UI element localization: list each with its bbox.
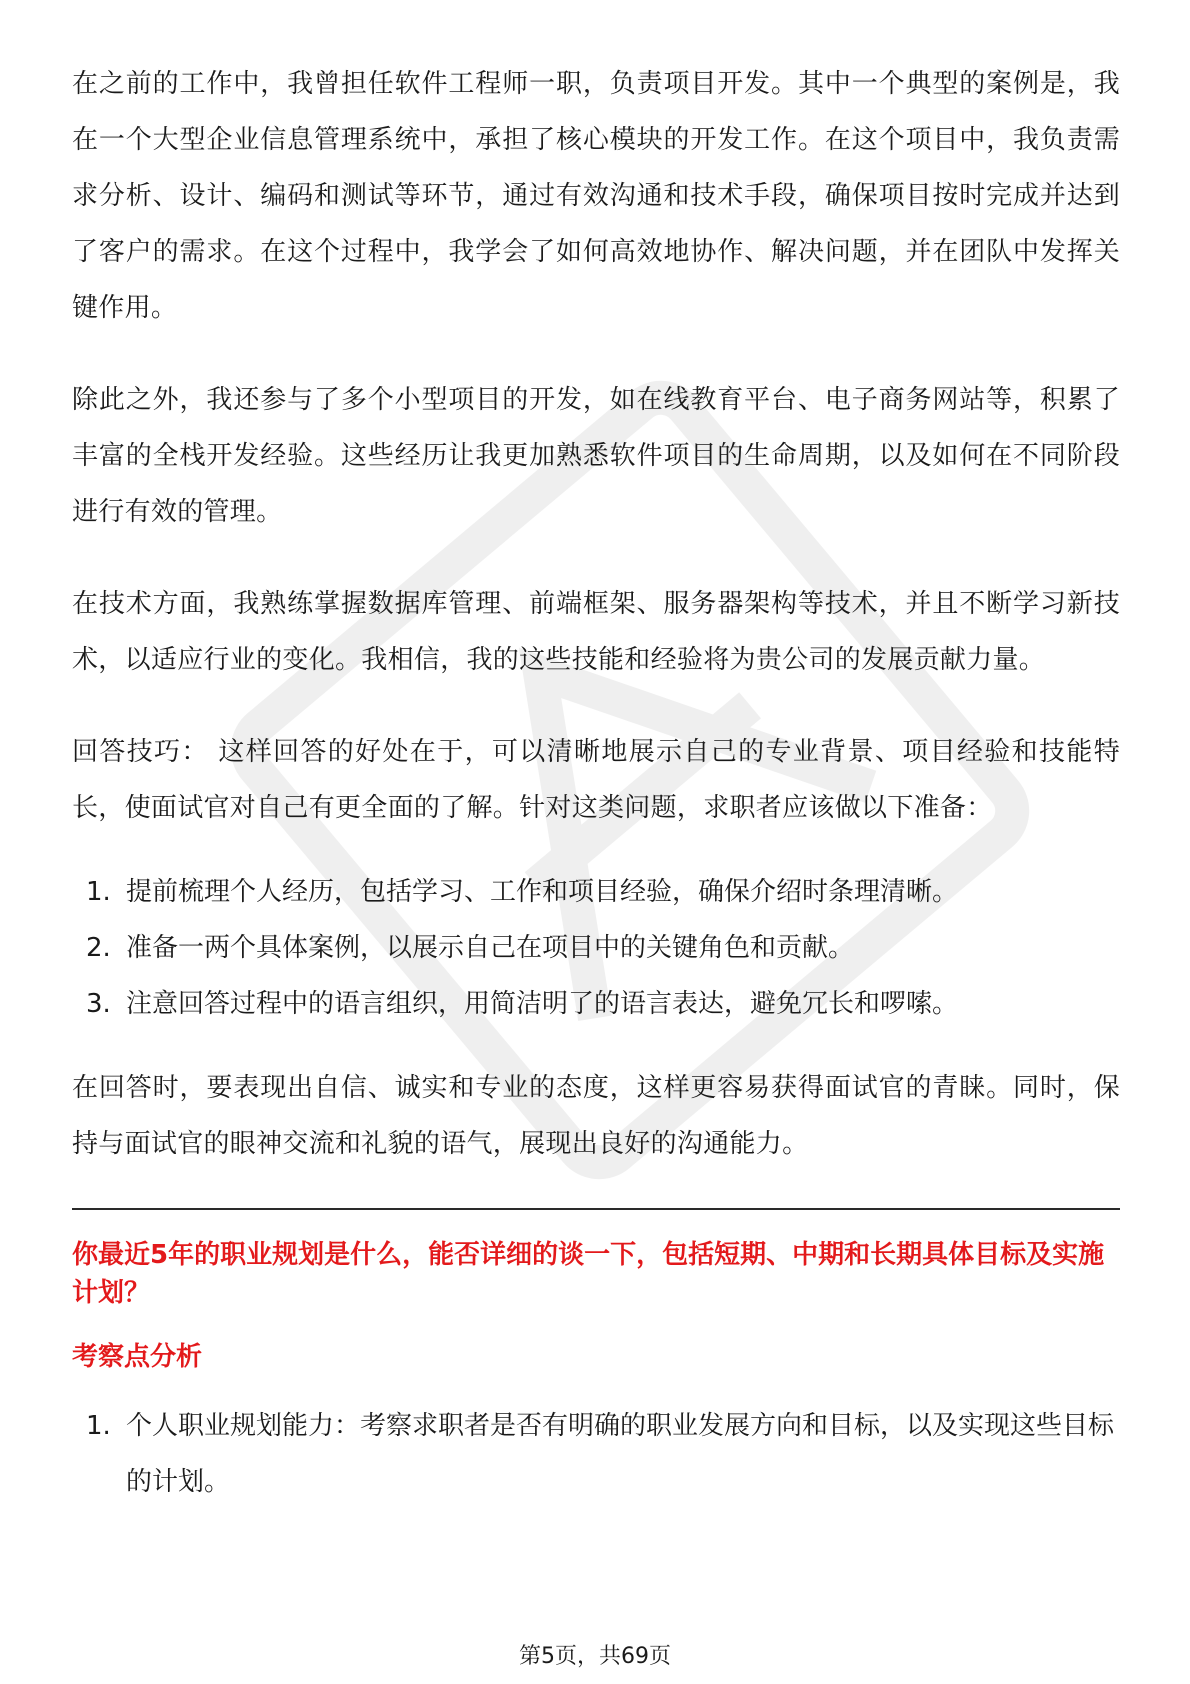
paragraph-closing: 在回答时，要表现出自信、诚实和专业的态度，这样更容易获得面试官的青睐。同时，保持与面试官的眼神交流和礼貌的语气，展现出良好的沟通能力。 bbox=[72, 1073, 1120, 1159]
analysis-list bbox=[72, 1398, 1120, 1510]
page-footer: 第5页，共69页 bbox=[519, 1644, 671, 1669]
list-number: 1. bbox=[86, 1411, 111, 1441]
list-item bbox=[72, 920, 1120, 976]
list-number: 1. bbox=[86, 877, 111, 907]
question-heading: 你最近5年的职业规划是什么，能否详细的谈一下，包括短期、中期和长期具体目标及实施计划？ bbox=[72, 1240, 1105, 1308]
list-item-text: 准备一两个具体案例，以展示自己在项目中的关键角色和贡献。 bbox=[126, 933, 855, 963]
list-item-text: 提前梳理个人经历，包括学习、工作和项目经验，确保介绍时条理清晰。 bbox=[126, 877, 959, 907]
list-number: 3. bbox=[86, 989, 111, 1019]
paragraph-answer-tips: 回答技巧： 这样回答的好处在于，可以清晰地展示自己的专业背景、项目经验和技能特长，使面试官对自己有更全面的了解。针对这类问题，求职者应该做以下准备： bbox=[72, 737, 1120, 823]
main-content bbox=[72, 56, 1120, 1510]
list-item bbox=[72, 864, 1120, 920]
tips-list bbox=[72, 864, 1120, 1032]
list-item bbox=[72, 976, 1120, 1032]
list-item-text: 个人职业规划能力：考察求职者是否有明确的职业发展方向和目标，以及实现这些目标的计划。 bbox=[126, 1411, 1115, 1497]
paragraph-experience: 在之前的工作中，我曾担任软件工程师一职，负责项目开发。其中一个典型的案例是，我在一个大型企业信息管理系统中，承担了核心模块的开发工作。在这个项目中，我负责需求分析、设计、编码和测试等环节，通过有效沟通和技术手段，确保项目按时完成并达到了客户的需求。在这个过程中，我学会了如何高效地协作、解决问题，并在团队中发挥关键作用。 bbox=[72, 69, 1120, 323]
list-item-text: 注意回答过程中的语言组织，用简洁明了的语言表达，避免冗长和啰嗦。 bbox=[126, 989, 959, 1019]
paragraph-other-projects: 除此之外，我还参与了多个小型项目的开发，如在线教育平台、电子商务网站等，积累了丰富的全栈开发经验。这些经历让我更加熟悉软件项目的生命周期，以及如何在不同阶段进行有效的管理。 bbox=[72, 385, 1120, 527]
paragraph-technical-skills: 在技术方面，我熟练掌握数据库管理、前端框架、服务器架构等技术，并且不断学习新技术，以适应行业的变化。我相信，我的这些技能和经验将为贵公司的发展贡献力量。 bbox=[72, 589, 1120, 675]
list-item bbox=[72, 1398, 1120, 1510]
section-divider bbox=[72, 1208, 1120, 1210]
section-title: 考察点分析 bbox=[72, 1342, 203, 1372]
list-number: 2. bbox=[86, 933, 111, 963]
